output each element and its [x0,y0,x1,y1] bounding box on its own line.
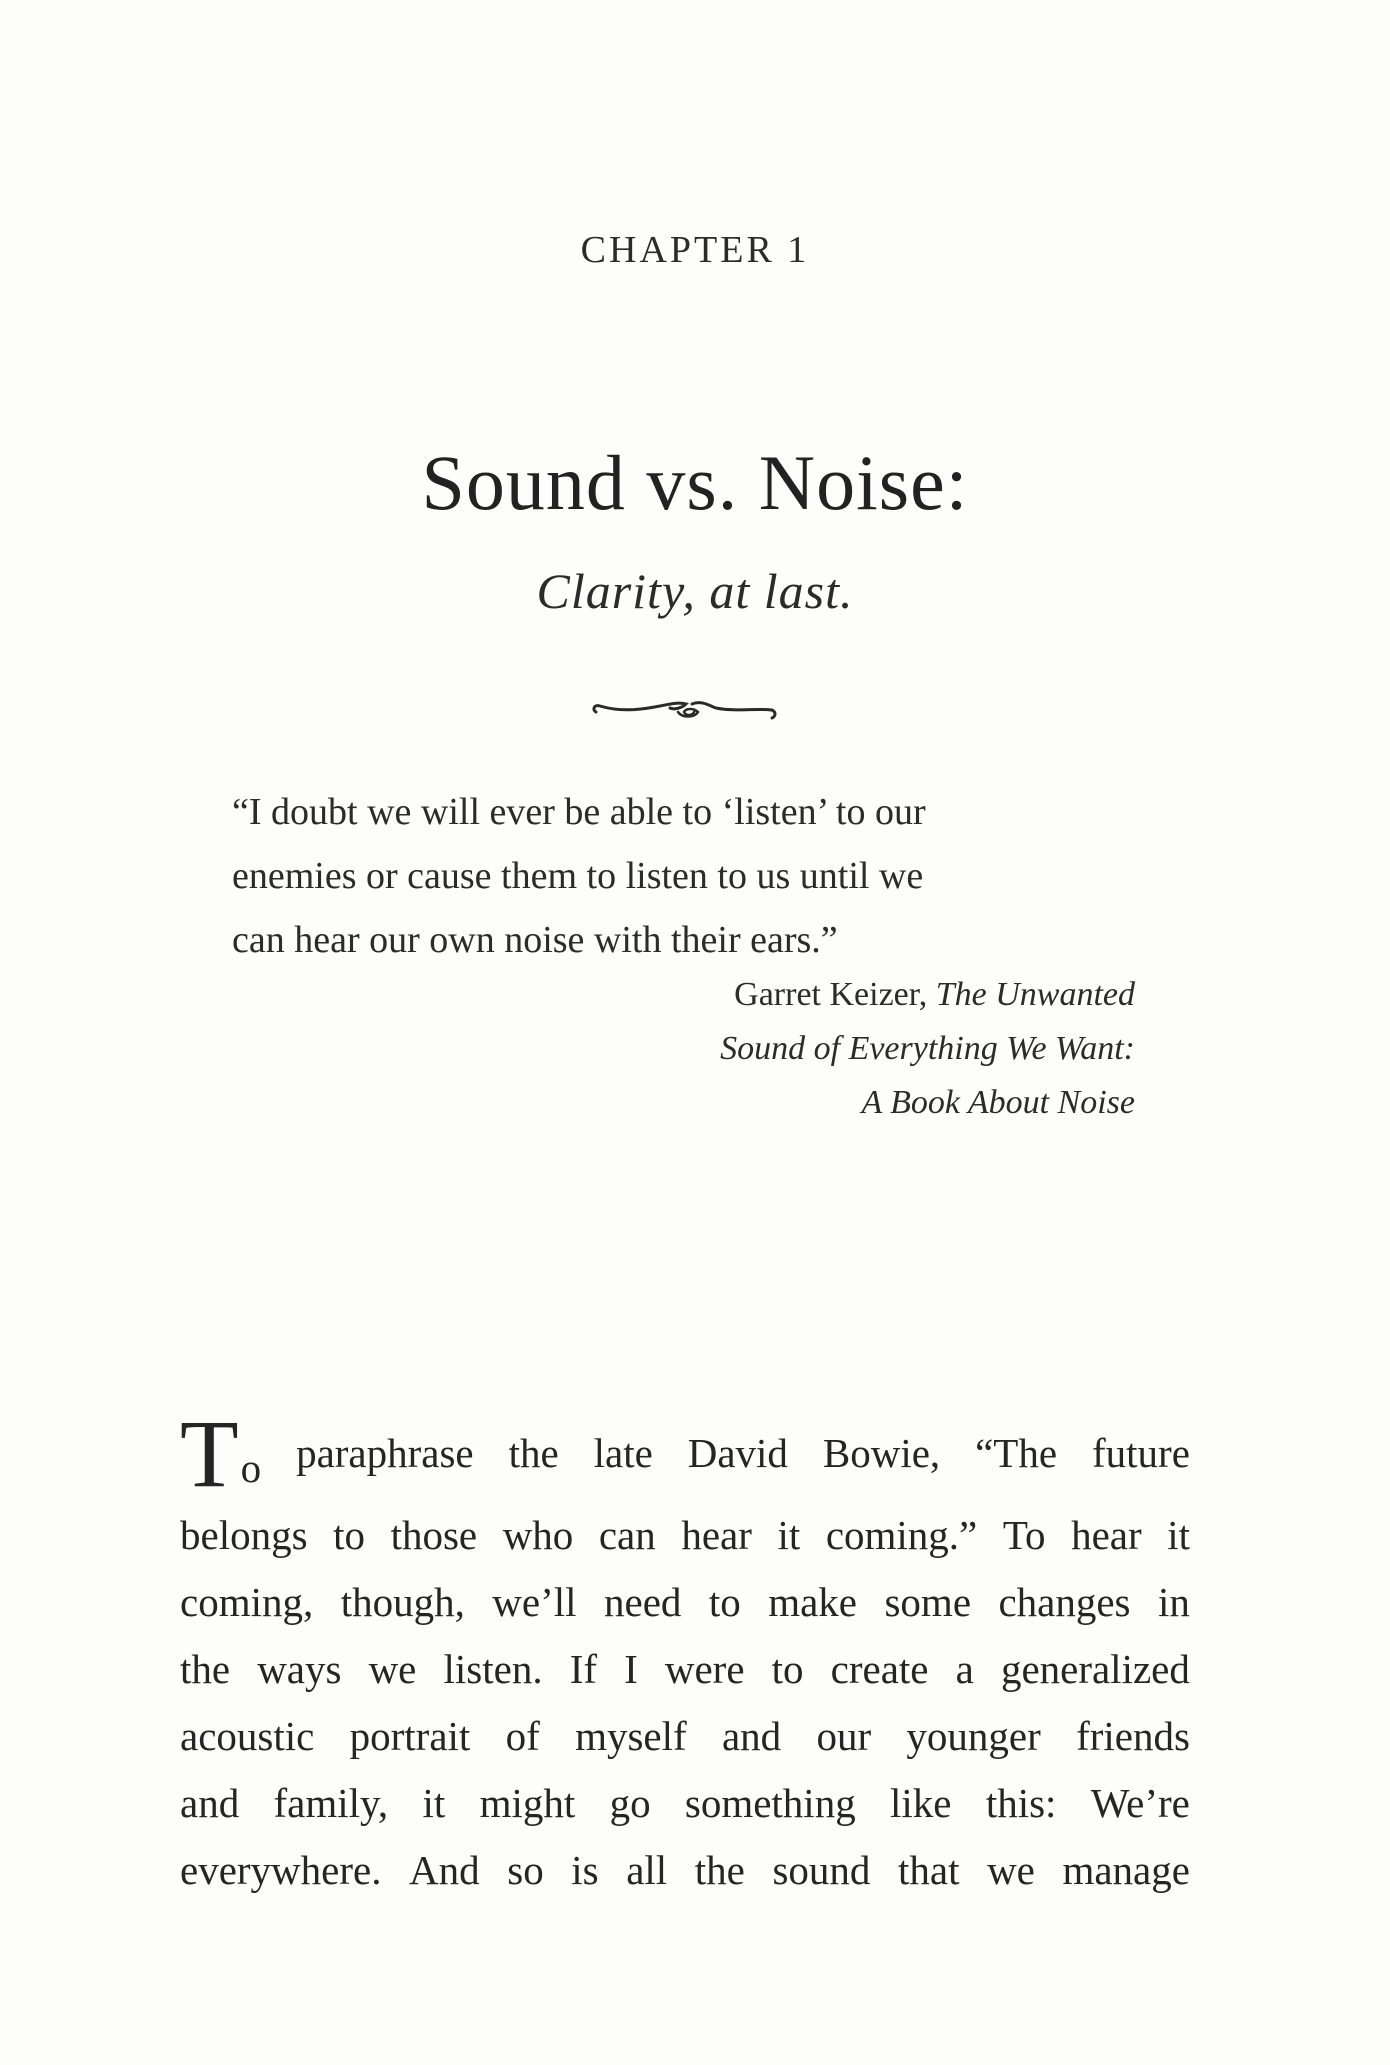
body-word: who [502,1512,574,1558]
body-line [180,1569,1190,1636]
chapter-title: Sound vs. Noise: [421,439,969,526]
body-word: hear [681,1512,752,1558]
drop-cap: T [180,1400,239,1507]
chapter-label: CHAPTER 1 [580,229,810,271]
body-word: this: [985,1780,1057,1826]
body-word: make [768,1579,858,1625]
body-word: in [1157,1579,1190,1625]
body-word: Bowie, [822,1430,941,1476]
body-word: myself [575,1713,687,1759]
body-first-line [180,1400,1190,1507]
body-line [180,1502,1190,1569]
body-word: those [390,1512,478,1558]
body-word: all [626,1847,668,1893]
body-word: it [422,1780,446,1826]
body-word: a [955,1646,974,1692]
body-word: we [368,1646,417,1692]
body-word: to [333,1512,366,1558]
first-word [180,1400,262,1507]
body-word: belongs [180,1512,308,1558]
body-word: listen. [443,1646,543,1692]
body-word: we [987,1847,1035,1893]
body-word: younger [906,1713,1041,1759]
body-word: “The [975,1430,1058,1476]
body-word: If [569,1646,597,1692]
epigraph-line: “I doubt we will ever be able to ‘listen’ to our [232,791,926,833]
body-word: late [593,1430,653,1476]
body-word: it [1167,1512,1190,1558]
body-word: is [571,1847,599,1893]
body-line [180,1770,1190,1837]
attribution-author: Garret Keizer, [734,976,936,1013]
body-word: sound [772,1847,871,1893]
body-word: go [609,1780,651,1826]
body-word: our [816,1713,872,1759]
attribution-book-title-line: Sound of Everything We Want: [720,1030,1135,1067]
body-word: of [505,1713,540,1759]
body-word: the [508,1430,559,1476]
body-word: to [708,1579,741,1625]
body-word: so [507,1847,544,1893]
flourish-ornament-icon [590,690,780,730]
body-word: I [624,1646,638,1692]
attribution-book-title-line: A Book About Noise [861,1084,1135,1121]
body-word: and [180,1780,240,1826]
body-word: portrait [349,1713,471,1759]
body-word: we’ll [492,1579,577,1625]
chapter-subtitle: Clarity, at last. [536,563,854,619]
body-word: some [884,1579,972,1625]
epigraph-quote [232,780,1132,972]
body-word: We’re [1090,1780,1190,1826]
body-line [180,1636,1190,1703]
body-word: David [687,1430,788,1476]
body-word: to [771,1646,804,1692]
body-word: something [684,1780,856,1826]
body-word: need [604,1579,682,1625]
epigraph-line: enemies or cause them to listen to us until we [232,855,924,897]
body-word: the [694,1847,745,1893]
body-word: coming, [180,1579,314,1625]
body-word: And [409,1847,480,1893]
body-line [180,1837,1190,1904]
body-word: hear [1071,1512,1142,1558]
body-word: that [898,1847,960,1893]
body-word: o [240,1445,262,1491]
body-word: friends [1076,1713,1190,1759]
body-line [180,1703,1190,1770]
body-word: manage [1062,1847,1190,1893]
body-word: the [180,1646,231,1692]
epigraph-attribution [500,968,1135,1130]
body-word: were [664,1646,745,1692]
body-word: like [890,1780,952,1826]
body-word: can [598,1512,656,1558]
attribution-book-title: The Unwanted [935,976,1135,1013]
body-word: everywhere. [180,1847,382,1893]
body-word: and [721,1713,782,1759]
epigraph-line: can hear our own noise with their ears.” [232,919,838,961]
body-word: changes [998,1579,1131,1625]
body-word: create [830,1646,929,1692]
body-word: family, [273,1780,389,1826]
body-text [180,1400,1190,1904]
body-word: coming.” [825,1512,978,1558]
body-word: ways [257,1646,342,1692]
body-word: generalized [1000,1646,1190,1692]
attribution-line [500,968,1135,1022]
body-word: future [1092,1430,1190,1476]
body-word: it [777,1512,801,1558]
body-word: paraphrase [296,1430,474,1476]
body-word: might [479,1780,576,1826]
body-word: acoustic [180,1713,315,1759]
body-word: To [1002,1512,1046,1558]
body-word: though, [340,1579,465,1625]
